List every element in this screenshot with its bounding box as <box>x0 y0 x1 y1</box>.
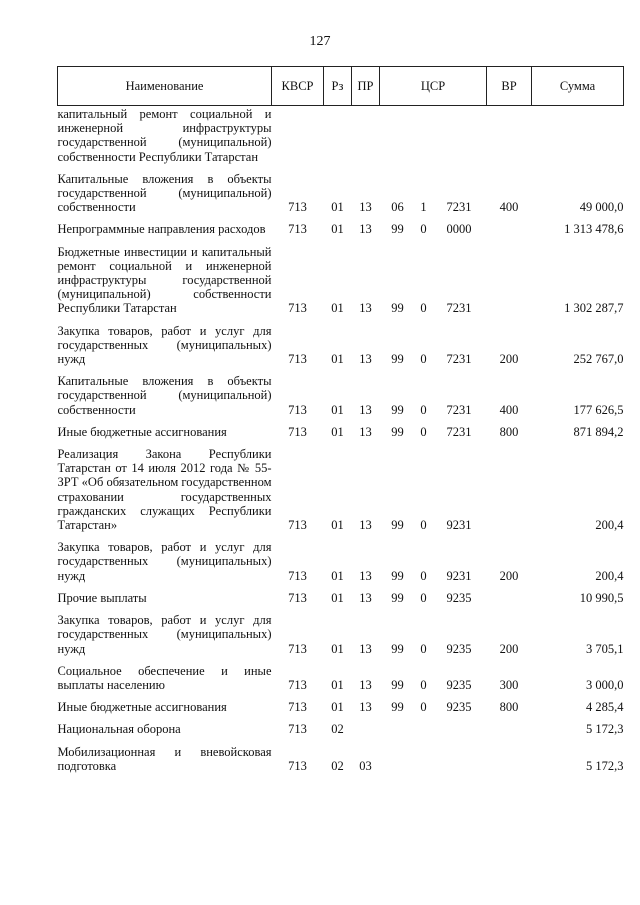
row-pr: 13 <box>359 641 372 656</box>
row-vr <box>487 583 532 605</box>
row-rz: 01 <box>331 641 344 656</box>
row-csr-program: 99 <box>391 352 404 367</box>
row-vr: 200 <box>499 352 519 367</box>
row-kvsr: 713 <box>288 700 307 715</box>
row-kvsr: 713 <box>288 301 307 316</box>
row-csr-subprogram: 0 <box>420 641 427 656</box>
row-name: Капитальные вложения в объекты государственной (муниципальной) собственности <box>57 374 272 417</box>
row-csr-subprogram: 0 <box>420 424 427 439</box>
row-csr-program <box>380 714 416 736</box>
row-sum: 1 302 287,7 <box>564 301 624 316</box>
row-csr-subprogram: 0 <box>420 677 427 692</box>
row-csr-program: 99 <box>391 402 404 417</box>
row-csr-subprogram: 0 <box>420 352 427 367</box>
row-kvsr: 713 <box>288 518 307 533</box>
row-csr-direction <box>432 737 487 773</box>
row-rz: 02 <box>331 722 344 737</box>
header-vr: ВР <box>487 67 532 106</box>
row-csr-direction: 7231 <box>446 200 472 215</box>
row-rz: 01 <box>331 590 344 605</box>
row-csr-program: 99 <box>391 301 404 316</box>
row-csr-direction: 7231 <box>446 424 472 439</box>
row-pr: 13 <box>359 200 372 215</box>
row-pr: 13 <box>359 518 372 533</box>
row-vr <box>487 737 532 773</box>
row-pr: 13 <box>359 677 372 692</box>
table-header <box>58 67 624 106</box>
row-sum: 49 000,0 <box>579 200 624 215</box>
table-row <box>58 316 624 367</box>
row-pr: 13 <box>359 424 372 439</box>
row-kvsr: 713 <box>288 222 307 237</box>
row-name: Реализация Закона Республики Татарстан от 14 июля 2012 года № 55-ЗРТ «Об обязательном государственном страховании государственных гражданских служащих Республики Татарстан» <box>57 447 272 533</box>
row-vr <box>487 439 532 532</box>
row-rz: 01 <box>331 518 344 533</box>
row-csr-program: 99 <box>391 641 404 656</box>
row-csr-direction <box>432 106 487 164</box>
row-vr: 200 <box>499 568 519 583</box>
row-sum: 252 767,0 <box>573 352 624 367</box>
row-rz: 01 <box>331 301 344 316</box>
table-row <box>58 439 624 532</box>
row-csr-subprogram: 1 <box>420 200 427 215</box>
budget-table <box>57 66 624 773</box>
row-csr-subprogram: 0 <box>420 568 427 583</box>
row-csr-subprogram <box>416 714 432 736</box>
row-csr-subprogram: 0 <box>420 402 427 417</box>
row-sum: 200,4 <box>595 518 624 533</box>
row-vr <box>487 237 532 316</box>
row-rz <box>324 106 352 164</box>
row-kvsr: 713 <box>288 424 307 439</box>
row-csr-direction: 9235 <box>446 641 472 656</box>
row-kvsr: 713 <box>288 722 307 737</box>
table-row <box>58 737 624 773</box>
row-name: Иные бюджетные ассигнования <box>57 424 227 439</box>
row-pr <box>352 714 380 736</box>
row-csr-program: 99 <box>391 424 404 439</box>
row-sum: 3 000,0 <box>586 677 624 692</box>
row-csr-subprogram: 0 <box>420 222 427 237</box>
row-csr-subprogram <box>416 737 432 773</box>
row-csr-subprogram: 0 <box>420 700 427 715</box>
row-pr: 13 <box>359 352 372 367</box>
row-csr-program: 99 <box>391 677 404 692</box>
table-row <box>58 237 624 316</box>
row-csr-program: 99 <box>391 518 404 533</box>
row-vr: 800 <box>499 700 519 715</box>
row-sum: 10 990,5 <box>579 590 624 605</box>
row-name: Бюджетные инвестиции и капитальный ремонт социальной и инженерной инфраструктуры государственной (муниципальной) собственности Республики Татарстан <box>57 244 272 316</box>
table-row <box>58 714 624 736</box>
row-pr: 13 <box>359 301 372 316</box>
row-rz: 01 <box>331 677 344 692</box>
row-name: Закупка товаров, работ и услуг для государственных (муниципальных) нужд <box>57 540 272 583</box>
row-pr: 13 <box>359 568 372 583</box>
row-name: Закупка товаров, работ и услуг для государственных (муниципальных) нужд <box>57 613 272 656</box>
table-row <box>58 532 624 583</box>
row-csr-direction: 0000 <box>446 222 472 237</box>
row-name: Иные бюджетные ассигнования <box>57 700 227 715</box>
row-vr: 200 <box>499 641 519 656</box>
row-rz: 01 <box>331 568 344 583</box>
page-number: 127 <box>309 34 331 49</box>
row-csr-direction: 7231 <box>446 402 472 417</box>
row-csr-subprogram: 0 <box>420 518 427 533</box>
row-sum: 3 705,1 <box>586 641 624 656</box>
row-kvsr: 713 <box>288 641 307 656</box>
row-kvsr: 713 <box>288 758 307 773</box>
row-vr <box>487 214 532 236</box>
row-sum: 5 172,3 <box>586 722 624 737</box>
header-name: Наименование <box>58 67 272 106</box>
row-vr: 300 <box>499 677 519 692</box>
row-rz: 01 <box>331 402 344 417</box>
row-csr-program: 99 <box>391 568 404 583</box>
row-sum: 1 313 478,6 <box>564 222 624 237</box>
header-sum: Сумма <box>532 67 624 106</box>
header-pr: ПР <box>352 67 380 106</box>
row-rz: 01 <box>331 352 344 367</box>
row-pr: 13 <box>359 700 372 715</box>
row-sum: 200,4 <box>595 568 624 583</box>
row-name: Прочие выплаты <box>57 590 147 605</box>
row-rz: 01 <box>331 424 344 439</box>
row-csr-subprogram: 0 <box>420 301 427 316</box>
row-kvsr: 713 <box>288 677 307 692</box>
row-sum <box>532 106 624 164</box>
row-name: Закупка товаров, работ и услуг для государственных (муниципальных) нужд <box>57 323 272 367</box>
row-rz: 01 <box>331 222 344 237</box>
row-vr: 800 <box>499 424 519 439</box>
row-pr: 13 <box>359 590 372 605</box>
row-name: Непрограммные направления расходов <box>57 222 266 237</box>
table-row <box>58 366 624 417</box>
row-csr-direction: 9235 <box>446 590 472 605</box>
row-vr <box>487 106 532 164</box>
row-csr-direction: 9235 <box>446 700 472 715</box>
table-row <box>58 214 624 236</box>
table-row <box>58 583 624 605</box>
table-row <box>58 417 624 439</box>
row-pr <box>352 106 380 164</box>
header-rz: Рз <box>324 67 352 106</box>
row-name: капитальный ремонт социальной и инженерной инфраструктуры государственной (муниципальной) собственности Республики Татарстан <box>57 107 272 164</box>
row-pr: 13 <box>359 222 372 237</box>
row-vr <box>487 714 532 736</box>
row-vr: 400 <box>499 200 519 215</box>
row-sum: 5 172,3 <box>586 758 624 773</box>
row-csr-direction <box>432 714 487 736</box>
row-csr-direction: 7231 <box>446 352 472 367</box>
row-csr-subprogram <box>416 106 432 164</box>
table-row <box>58 605 624 656</box>
row-rz: 01 <box>331 700 344 715</box>
row-csr-program: 99 <box>391 590 404 605</box>
row-kvsr: 713 <box>288 352 307 367</box>
row-kvsr <box>272 106 324 164</box>
row-sum: 871 894,2 <box>573 424 624 439</box>
row-name: Социальное обеспечение и иные выплаты населению <box>57 663 272 692</box>
row-kvsr: 713 <box>288 568 307 583</box>
table-row <box>58 692 624 714</box>
row-kvsr: 713 <box>288 200 307 215</box>
row-name: Мобилизационная и вневойсковая подготовка <box>57 744 272 773</box>
table-body <box>58 106 624 773</box>
row-csr-direction: 9235 <box>446 677 472 692</box>
row-vr: 400 <box>499 402 519 417</box>
row-rz: 02 <box>331 758 344 773</box>
row-csr-direction: 7231 <box>446 301 472 316</box>
row-sum: 4 285,4 <box>586 700 624 715</box>
table-row <box>58 106 624 164</box>
row-csr-program: 06 <box>391 200 404 215</box>
table-row <box>58 656 624 692</box>
row-rz: 01 <box>331 200 344 215</box>
row-csr-direction: 9231 <box>446 518 472 533</box>
row-pr: 13 <box>359 402 372 417</box>
row-kvsr: 713 <box>288 590 307 605</box>
row-kvsr: 713 <box>288 402 307 417</box>
header-csr: ЦСР <box>380 67 487 106</box>
row-pr: 03 <box>359 758 372 773</box>
table-row <box>58 164 624 215</box>
row-name: Национальная оборона <box>57 722 181 737</box>
row-csr-direction: 9231 <box>446 568 472 583</box>
row-name: Капитальные вложения в объекты государственной (муниципальной) собственности <box>57 171 272 215</box>
row-csr-subprogram: 0 <box>420 590 427 605</box>
row-csr-program: 99 <box>391 700 404 715</box>
header-kvsr: КВСР <box>272 67 324 106</box>
row-csr-program <box>380 106 416 164</box>
row-sum: 177 626,5 <box>573 402 624 417</box>
row-csr-program: 99 <box>391 222 404 237</box>
row-csr-program <box>380 737 416 773</box>
